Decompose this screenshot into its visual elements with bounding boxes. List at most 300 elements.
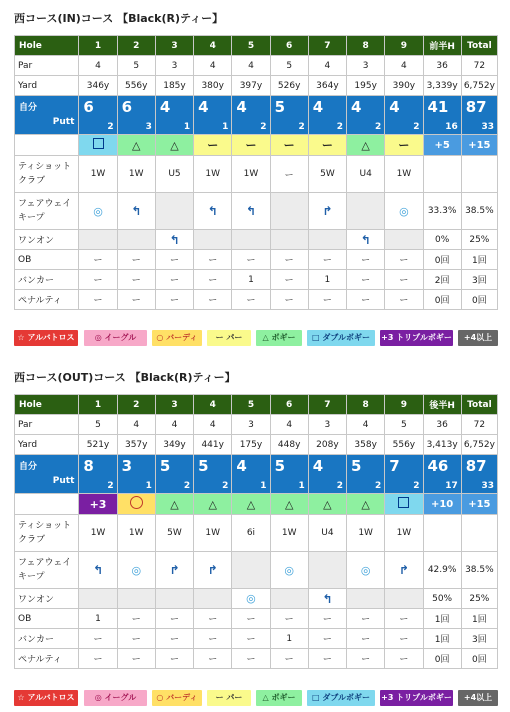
- stroke-count: 4: [236, 98, 247, 116]
- par-cell: 4: [270, 415, 308, 435]
- tee-club-label: ティショットクラブ: [15, 156, 79, 193]
- stroke-count: 4: [198, 98, 209, 116]
- over-par-half: +5: [423, 135, 461, 156]
- miss-right-icon: ↱: [322, 204, 333, 218]
- green-on-cell: [270, 589, 308, 609]
- tee-club-cell: 1W: [385, 156, 423, 193]
- fairway-keep-cell: [308, 552, 346, 589]
- par-cell: 5: [117, 56, 155, 76]
- legend-item: □ ダブルボギー: [307, 330, 375, 346]
- putt-count: 2: [107, 122, 114, 132]
- bunker-cell: ー: [155, 270, 193, 290]
- tee-club-cell: 5W: [155, 515, 193, 552]
- hole-number: 2: [117, 36, 155, 56]
- tee-club-cell: 1W: [194, 515, 232, 552]
- scorecard-table: [14, 35, 498, 310]
- fairway-keep-cell: [232, 552, 270, 589]
- miss-left-icon: ↰: [360, 232, 371, 247]
- par-total: 72: [461, 415, 497, 435]
- putt-count: 2: [375, 481, 382, 491]
- ob-total: 1回: [461, 609, 497, 629]
- hole-number: 9: [385, 36, 423, 56]
- yard-cell: 185y: [155, 76, 193, 96]
- fairway-hit-icon: ◎: [284, 563, 294, 577]
- penalty-total: 0回: [461, 290, 497, 310]
- tee-club-cell: 1W: [347, 515, 385, 552]
- penalty-cell: ー: [385, 649, 423, 669]
- result-mark: △: [361, 138, 370, 152]
- yard-total: 6,752y: [461, 435, 497, 455]
- penalty-label: ペナルティ: [15, 649, 79, 669]
- green-on-label: ワンオン: [15, 589, 79, 609]
- stroke-count: 4: [312, 457, 324, 475]
- tee-club-half-total: [423, 156, 461, 193]
- bunker-cell: ー: [117, 270, 155, 290]
- score-half-total: [423, 96, 461, 135]
- penalty-cell: ー: [385, 290, 423, 310]
- green-on-cell: [79, 230, 117, 250]
- stroke-count: 5: [274, 98, 285, 116]
- stroke-count: 3: [121, 457, 133, 475]
- bunker-cell: 1: [232, 270, 270, 290]
- self-label: 自分: [19, 462, 38, 472]
- result-dbogey: [79, 135, 117, 156]
- stroke-count: 4: [389, 98, 400, 116]
- fairway-hit-icon: ◎: [93, 204, 103, 218]
- putt-count: 2: [260, 122, 267, 132]
- result-mark: +3: [89, 497, 107, 511]
- fairway-keep-half-rate: 33.3%: [423, 193, 461, 230]
- tee-club-cell: 1W: [79, 156, 117, 193]
- hole-number: 8: [347, 36, 385, 56]
- fairway-keep-cell: [385, 193, 423, 230]
- score-cell[interactable]: [385, 96, 423, 135]
- fairway-keep-label: フェアウェイキープ: [15, 552, 79, 589]
- green-on-half-rate: 50%: [423, 589, 461, 609]
- putt-count: 3: [145, 122, 152, 132]
- green-on-total-rate: 25%: [461, 589, 497, 609]
- hole-number: 7: [308, 36, 346, 56]
- score-cell[interactable]: [79, 96, 117, 135]
- score-cell[interactable]: [155, 96, 193, 135]
- score-cell[interactable]: [117, 96, 155, 135]
- bunker-cell: ー: [79, 629, 117, 649]
- yard-cell: 175y: [232, 435, 270, 455]
- green-on-cell: [117, 589, 155, 609]
- result-birdie: [117, 494, 155, 515]
- miss-left-icon: ↰: [245, 204, 256, 218]
- stroke-count: 5: [274, 457, 285, 475]
- miss-left-icon: ↰: [92, 563, 104, 577]
- green-on-total-rate: 25%: [461, 230, 497, 250]
- penalty-cell: ー: [194, 649, 232, 669]
- fairway-keep-row: [15, 552, 498, 589]
- putt-total: 17: [445, 481, 458, 491]
- par-cell: 5: [385, 415, 423, 435]
- green-on-cell: [270, 230, 308, 250]
- par-cell: 5: [79, 415, 117, 435]
- stroke-total: 41: [427, 98, 449, 116]
- legend-item: ☆ アルバトロス: [14, 690, 78, 706]
- bunker-total: 3回: [461, 629, 497, 649]
- yard-cell: 357y: [117, 435, 155, 455]
- putt-count: 2: [413, 481, 420, 491]
- fairway-keep-label: フェアウェイキープ: [15, 193, 79, 230]
- fairway-keep-cell: [347, 552, 385, 589]
- result-par: [232, 135, 270, 156]
- penalty-cell: ー: [308, 290, 346, 310]
- half-total-label: 前半H: [423, 36, 461, 56]
- par-cell: 4: [117, 415, 155, 435]
- bunker-row: [15, 270, 498, 290]
- yard-half-total: 3,413y: [423, 435, 461, 455]
- fairway-keep-cell: [117, 193, 155, 230]
- total-label: Total: [461, 395, 497, 415]
- tee-club-cell: 6i: [232, 515, 270, 552]
- score-total: [461, 96, 497, 135]
- legend-item: △ ボギー: [256, 330, 302, 346]
- legend-item: △ ボギー: [256, 690, 302, 706]
- hole-number: 2: [117, 395, 155, 415]
- bunker-cell: ー: [155, 629, 193, 649]
- fairway-hit-icon: ◎: [360, 563, 371, 577]
- hole-number: 3: [155, 395, 193, 415]
- bunker-cell: ー: [194, 629, 232, 649]
- bunker-half-total: 2回: [423, 270, 461, 290]
- par-cell: 4: [194, 415, 232, 435]
- putt-total: 33: [481, 122, 494, 132]
- penalty-cell: ー: [117, 649, 155, 669]
- tee-club-label: ティショットクラブ: [15, 515, 79, 552]
- legend-item: +3 トリプルボギー: [380, 330, 453, 346]
- ob-cell: ー: [155, 250, 193, 270]
- ob-half-total: 1回: [423, 609, 461, 629]
- result-dbogey: [385, 494, 423, 515]
- result-bogey: [347, 494, 385, 515]
- score-cell[interactable]: [347, 96, 385, 135]
- yard-cell: 208y: [308, 435, 346, 455]
- ob-cell: ー: [270, 609, 308, 629]
- result-mark: △: [323, 497, 332, 511]
- score-cell[interactable]: [232, 455, 270, 494]
- putt-count: 2: [375, 122, 382, 132]
- green-on-cell: [385, 230, 423, 250]
- stroke-count: 4: [351, 98, 362, 116]
- over-par-total: +15: [461, 135, 497, 156]
- penalty-cell: ー: [270, 649, 308, 669]
- fairway-keep-cell: [194, 193, 232, 230]
- result-mark: △: [170, 497, 179, 511]
- yard-label: Yard: [15, 435, 79, 455]
- fairway-keep-cell: [155, 552, 193, 589]
- stroke-count: 6: [121, 98, 133, 116]
- hole-number: 9: [385, 395, 423, 415]
- score-cell[interactable]: [194, 455, 232, 494]
- fairway-keep-total-rate: 38.5%: [461, 552, 497, 589]
- stroke-count: 7: [389, 457, 400, 475]
- tee-club-cell: ー: [270, 156, 308, 193]
- par-row: [15, 415, 498, 435]
- par-row: [15, 56, 498, 76]
- bunker-cell: ー: [270, 270, 308, 290]
- hole-number: 3: [155, 36, 193, 56]
- ob-cell: ー: [155, 609, 193, 629]
- yard-label: Yard: [15, 76, 79, 96]
- double-bogey-icon: [93, 138, 104, 149]
- penalty-row: [15, 290, 498, 310]
- miss-left-icon: ↰: [322, 591, 333, 606]
- green-on-row: [15, 230, 498, 250]
- tee-club-cell: 1W: [79, 515, 117, 552]
- putt-total: 16: [445, 122, 458, 132]
- header-row: [15, 36, 498, 56]
- result-par: [385, 135, 423, 156]
- putt-count: 2: [222, 481, 229, 491]
- ob-cell: ー: [308, 609, 346, 629]
- result-mark: ー: [321, 139, 333, 152]
- score-row: [15, 455, 498, 494]
- putt-count: 2: [336, 122, 344, 132]
- fairway-keep-cell: [270, 193, 308, 230]
- ob-cell: ー: [270, 250, 308, 270]
- result-mark: △: [208, 497, 217, 511]
- hole-label: Hole: [15, 395, 79, 415]
- par-cell: 3: [308, 415, 346, 435]
- stroke-count: 5: [198, 457, 209, 475]
- score-cell[interactable]: [155, 455, 193, 494]
- putt-label: Putt: [52, 476, 75, 486]
- fairway-keep-cell: [308, 193, 346, 230]
- ob-label: OB: [15, 250, 79, 270]
- hole-number: 4: [194, 395, 232, 415]
- par-cell: 3: [155, 56, 193, 76]
- penalty-cell: ー: [79, 649, 117, 669]
- bunker-row: [15, 629, 498, 649]
- score-cell[interactable]: [270, 96, 308, 135]
- hole-number: 5: [232, 36, 270, 56]
- tee-club-cell: 1W: [385, 515, 423, 552]
- stroke-count: 4: [159, 98, 171, 116]
- result-par: [308, 135, 346, 156]
- tee-club-cell: 1W: [270, 515, 308, 552]
- score-half-total: [423, 455, 461, 494]
- par-cell: 4: [347, 415, 385, 435]
- result-bogey: [308, 494, 346, 515]
- green-on-cell: [308, 589, 346, 609]
- score-total: [461, 455, 497, 494]
- yard-cell: 358y: [347, 435, 385, 455]
- fairway-keep-cell: [155, 193, 193, 230]
- fairway-keep-cell: [79, 193, 117, 230]
- hole-number: 6: [270, 36, 308, 56]
- green-on-cell: [232, 230, 270, 250]
- score-cell[interactable]: [308, 455, 346, 494]
- par-total: 72: [461, 56, 497, 76]
- score-cell[interactable]: [270, 455, 308, 494]
- ob-row: [15, 609, 498, 629]
- ob-cell: ー: [347, 609, 385, 629]
- legend-item: ◎ イーグル: [84, 330, 147, 346]
- stroke-count: 5: [159, 457, 171, 475]
- tee-club-cell: 1W: [117, 156, 155, 193]
- miss-left-icon: ↰: [131, 204, 142, 218]
- fairway-keep-total-rate: 38.5%: [461, 193, 497, 230]
- yard-half-total: 3,339y: [423, 76, 461, 96]
- over-par-half: +10: [423, 494, 461, 515]
- half-total-label: 後半H: [423, 395, 461, 415]
- score-cell[interactable]: [79, 455, 117, 494]
- ob-label: OB: [15, 609, 79, 629]
- over-par-total: +15: [461, 494, 497, 515]
- score-label-cell: [15, 455, 79, 494]
- score-row: [15, 96, 498, 135]
- result-mark: △: [246, 497, 256, 511]
- tee-club-half-total: [423, 515, 461, 552]
- hole-number: 8: [347, 395, 385, 415]
- yard-cell: 556y: [385, 435, 423, 455]
- result-bogey: [194, 494, 232, 515]
- hole-number: 6: [270, 395, 308, 415]
- yard-cell: 346y: [79, 76, 117, 96]
- result-mark: ー: [283, 139, 295, 152]
- putt-count: 1: [298, 481, 305, 491]
- green-on-cell: [347, 589, 385, 609]
- putt-count: 2: [413, 122, 420, 132]
- score-cell[interactable]: [347, 455, 385, 494]
- score-cell[interactable]: [308, 96, 346, 135]
- yard-cell: 526y: [270, 76, 308, 96]
- stroke-count: 4: [312, 98, 324, 116]
- score-label-cell: [15, 96, 79, 135]
- fairway-keep-half-rate: 42.9%: [423, 552, 461, 589]
- yard-cell: 441y: [194, 435, 232, 455]
- stroke-count: 5: [351, 457, 362, 475]
- penalty-cell: ー: [232, 290, 270, 310]
- penalty-label: ペナルティ: [15, 290, 79, 310]
- penalty-cell: ー: [347, 290, 385, 310]
- par-cell: 4: [308, 56, 346, 76]
- legend-item: +4以上: [458, 330, 498, 346]
- bunker-cell: ー: [385, 270, 423, 290]
- hole-number: 4: [194, 36, 232, 56]
- result-bogey: [270, 494, 308, 515]
- penalty-cell: ー: [155, 290, 193, 310]
- total-label: Total: [461, 36, 497, 56]
- legend-item: ☆ アルバトロス: [14, 330, 78, 346]
- ob-row: [15, 250, 498, 270]
- result-bogey: [347, 135, 385, 156]
- score-cell[interactable]: [194, 96, 232, 135]
- yard-cell: 380y: [194, 76, 232, 96]
- green-on-cell: [155, 230, 193, 250]
- hole-number: 7: [308, 395, 346, 415]
- birdie-icon: [130, 496, 143, 509]
- result-mark: △: [284, 497, 294, 511]
- result-par: [270, 135, 308, 156]
- bunker-label: バンカー: [15, 629, 79, 649]
- par-cell: 4: [79, 56, 117, 76]
- result-bogey: [155, 494, 193, 515]
- par-label: Par: [15, 415, 79, 435]
- stroke-count: 6: [83, 98, 94, 116]
- par-cell: 4: [155, 415, 193, 435]
- result-mark: ー: [207, 139, 219, 152]
- fairway-keep-cell: [79, 552, 117, 589]
- double-bogey-icon: [398, 497, 409, 508]
- stroke-total: 87: [465, 98, 487, 116]
- tee-club-total: [461, 156, 497, 193]
- yard-cell: 556y: [117, 76, 155, 96]
- tee-club-cell: 1W: [232, 156, 270, 193]
- bunker-total: 3回: [461, 270, 497, 290]
- yard-cell: 448y: [270, 435, 308, 455]
- result-mark: △: [170, 138, 179, 152]
- putt-count: 2: [298, 122, 305, 132]
- score-cell[interactable]: [385, 455, 423, 494]
- par-cell: 4: [385, 56, 423, 76]
- header-row: [15, 395, 498, 415]
- putt-count: 2: [183, 481, 191, 491]
- penalty-row: [15, 649, 498, 669]
- green-on-cell: [347, 230, 385, 250]
- yard-cell: 195y: [347, 76, 385, 96]
- yard-row: [15, 435, 498, 455]
- ob-cell: ー: [117, 250, 155, 270]
- putt-count: 1: [222, 122, 229, 132]
- tee-club-cell: 5W: [308, 156, 346, 193]
- stroke-count: 8: [83, 457, 94, 475]
- green-on-cell: [79, 589, 117, 609]
- penalty-half-total: 0回: [423, 290, 461, 310]
- green-on-cell: [117, 230, 155, 250]
- green-on-cell: [308, 230, 346, 250]
- self-label: 自分: [19, 103, 38, 113]
- fairway-keep-cell: [194, 552, 232, 589]
- penalty-cell: ー: [194, 290, 232, 310]
- course-title: 西コース(IN)コース 【Black(R)ティー】: [14, 12, 224, 25]
- putt-count: 1: [260, 481, 267, 491]
- green-on-label: ワンオン: [15, 230, 79, 250]
- bunker-cell: 1: [308, 270, 346, 290]
- green-on-half-rate: 0%: [423, 230, 461, 250]
- penalty-cell: ー: [270, 290, 308, 310]
- ob-total: 1回: [461, 250, 497, 270]
- fairway-hit-icon: ◎: [399, 204, 409, 218]
- penalty-cell: ー: [79, 290, 117, 310]
- legend-item: +4以上: [458, 690, 498, 706]
- ob-cell: ー: [385, 609, 423, 629]
- miss-right-icon: ↱: [207, 563, 218, 577]
- yard-cell: 397y: [232, 76, 270, 96]
- hole-label: Hole: [15, 36, 79, 56]
- fairway-keep-cell: [385, 552, 423, 589]
- tee-club-row: [15, 156, 498, 193]
- result-row: [15, 135, 498, 156]
- green-on-cell: [194, 589, 232, 609]
- score-cell[interactable]: [117, 455, 155, 494]
- legend-item: +3 トリプルボギー: [380, 690, 453, 706]
- hole-number: 1: [79, 36, 117, 56]
- yard-row: [15, 76, 498, 96]
- fairway-keep-cell: [270, 552, 308, 589]
- green-on-cell: [232, 589, 270, 609]
- yard-cell: 364y: [308, 76, 346, 96]
- result-row: [15, 494, 498, 515]
- result-label-cell: [15, 135, 79, 156]
- score-cell[interactable]: [232, 96, 270, 135]
- bunker-cell: ー: [194, 270, 232, 290]
- result-triple: [79, 494, 117, 515]
